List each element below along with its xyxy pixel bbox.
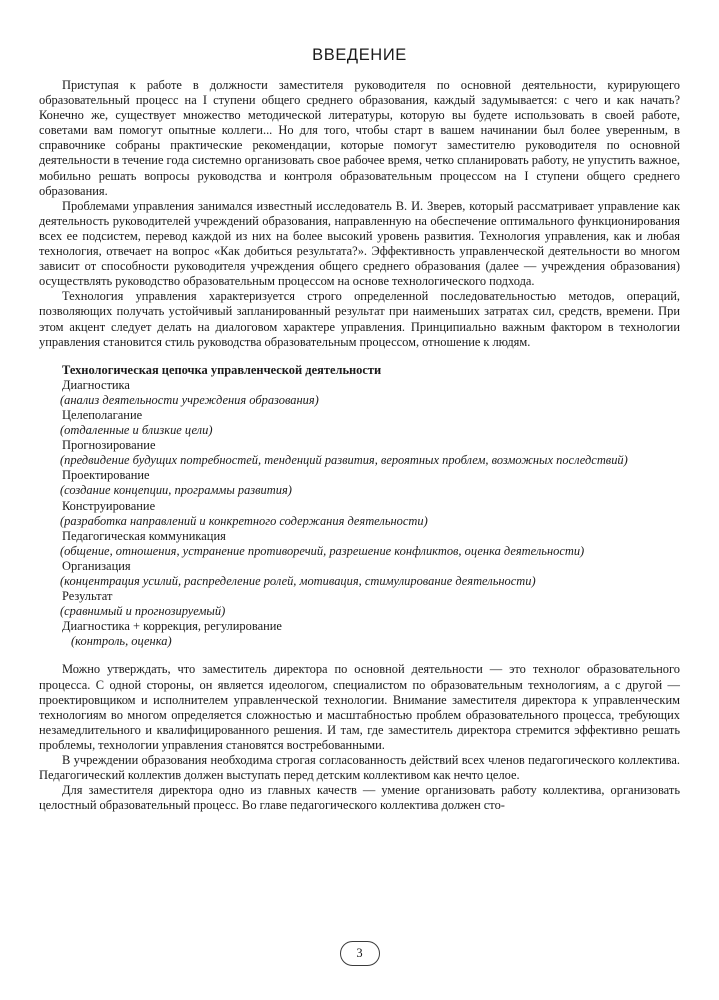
list-item (39, 378, 680, 408)
chain-step-note: (контроль, оценка) (71, 634, 172, 649)
list-item (39, 499, 680, 529)
chain-heading: Технологическая цепочка управленческой деятельности (62, 362, 382, 377)
chain-step-name: Целеполагание (62, 407, 143, 422)
paragraph: Проблемами управления занимался известный исследователь В. И. Зверев, который рассматривает управление как деятельность руководителей учреждений образования, направленную на обеспечение оптимального функционирования всех ее подсистем, перевод каждой из них на более высокий уровень развития. Технология управления, как и любая технология, отвечает на вопрос «Как добиться результата?». Эффективность управленческой деятельности во многом зависит от способности руководителя учреждения общего среднего образования (далее — учреждения образования) осуществлять руководство образовательным процессом на основе технологического подхода. (39, 198, 680, 289)
chain-step-note: (создание концепции, программы развития) (60, 483, 292, 498)
chain-step-note: (отдаленные и близкие цели) (60, 423, 213, 438)
chain-step-note: (общение, отношения, устранение противоречий, разрешение конфликтов, оценка деятельности) (60, 543, 585, 558)
page-number-badge: 3 (340, 941, 380, 966)
chain-step-name: Конструирование (62, 498, 156, 513)
chain-step-name: Результат (62, 589, 113, 604)
list-item (39, 438, 680, 468)
chain-step-note: (предвидение будущих потребностей, тенденций развития, вероятных проблем, возможных последствий) (60, 453, 628, 468)
chain-step-name: Диагностика (62, 377, 130, 392)
page-footer (0, 941, 719, 966)
paragraph: Можно утверждать, что заместитель директора по основной деятельности — это технолог образовательного процесса. С одной стороны, он является идеологом, специалистом по образовательным технологиям, а с другой — проектировщиком и исполнителем управленческой технологии. Внимание заместителя директора к управленческим технологиям во многом определяется сложностью и масштабностью проблем образовательного процесса, требующих незамедлительного и квалифицированного решения. И там, где заместитель директора стремится эффективно решать проблемы, технологии управления становятся востребованными. (39, 662, 680, 752)
chain-list (39, 378, 680, 650)
technological-chain-section (39, 363, 680, 650)
chain-step-note: (анализ деятельности учреждения образования) (60, 392, 319, 407)
list-item (39, 529, 680, 559)
list-item (39, 619, 680, 649)
chain-step-note: (сравнимый и прогнозируемый) (60, 604, 226, 619)
chain-step-note: (разработка направлений и конкретного содержания деятельности) (60, 513, 428, 528)
paragraph: В учреждении образования необходима строгая согласованность действий всех членов педагогического коллектива. Педагогический коллектив должен выступать перед детским коллективом как нечто целое. (39, 753, 680, 783)
closing-section (39, 662, 680, 813)
chain-step-name: Педагогическая коммуникация (62, 528, 226, 543)
chain-step-name: Проектирование (62, 468, 150, 483)
paragraph: Приступая к работе в должности заместителя руководителя по основной деятельности, курирующего образовательный процесс на I ступени общего среднего образования, каждый задумывается: с чего и как начать? Конечно же, существует множество методической литературы, которую вы будете использовать в своей работе, советами вам помогут опытные коллеги... Но для того, чтобы старт в вашем начинании был более уверенным, в справочнике собраны практические рекомендации, которые помогут заместителю руководителя по основной деятельности в течение года системно организовать свое рабочее время, четко спланировать работу, не упустить важное, мобильно решать вопросы руководства и контроля образовательным процессом на I ступени общего среднего образования. (39, 78, 680, 198)
list-item (39, 408, 680, 438)
list-item (39, 468, 680, 498)
chain-step-name: Организация (62, 558, 131, 573)
list-item (39, 559, 680, 589)
chain-step-name: Прогнозирование (62, 438, 156, 453)
chain-step-note: (концентрация усилий, распределение ролей, мотивация, стимулирование деятельности) (60, 574, 536, 588)
list-item (39, 589, 680, 619)
paragraph: Для заместителя директора одно из главных качеств — умение организовать работу коллектива, организовать целостный образовательный процесс. Во главе педагогического коллектива должен сто- (39, 783, 680, 813)
paragraph: Технология управления характеризуется строго определенной последовательностью методов, операций, позволяющих получать устойчивый запланированный результат при наименьших затратах сил, средств, времени. При этом акцент следует делать на диалоговом характере управления. Принципиально важным фактором в технологии управления становится стиль руководства образовательным процессом, отношение к людям. (39, 289, 680, 349)
page-title: ВВЕДЕНИЕ (312, 46, 407, 64)
chain-step-name: Диагностика + коррекция, регулирование (62, 619, 282, 634)
intro-section (39, 78, 680, 350)
